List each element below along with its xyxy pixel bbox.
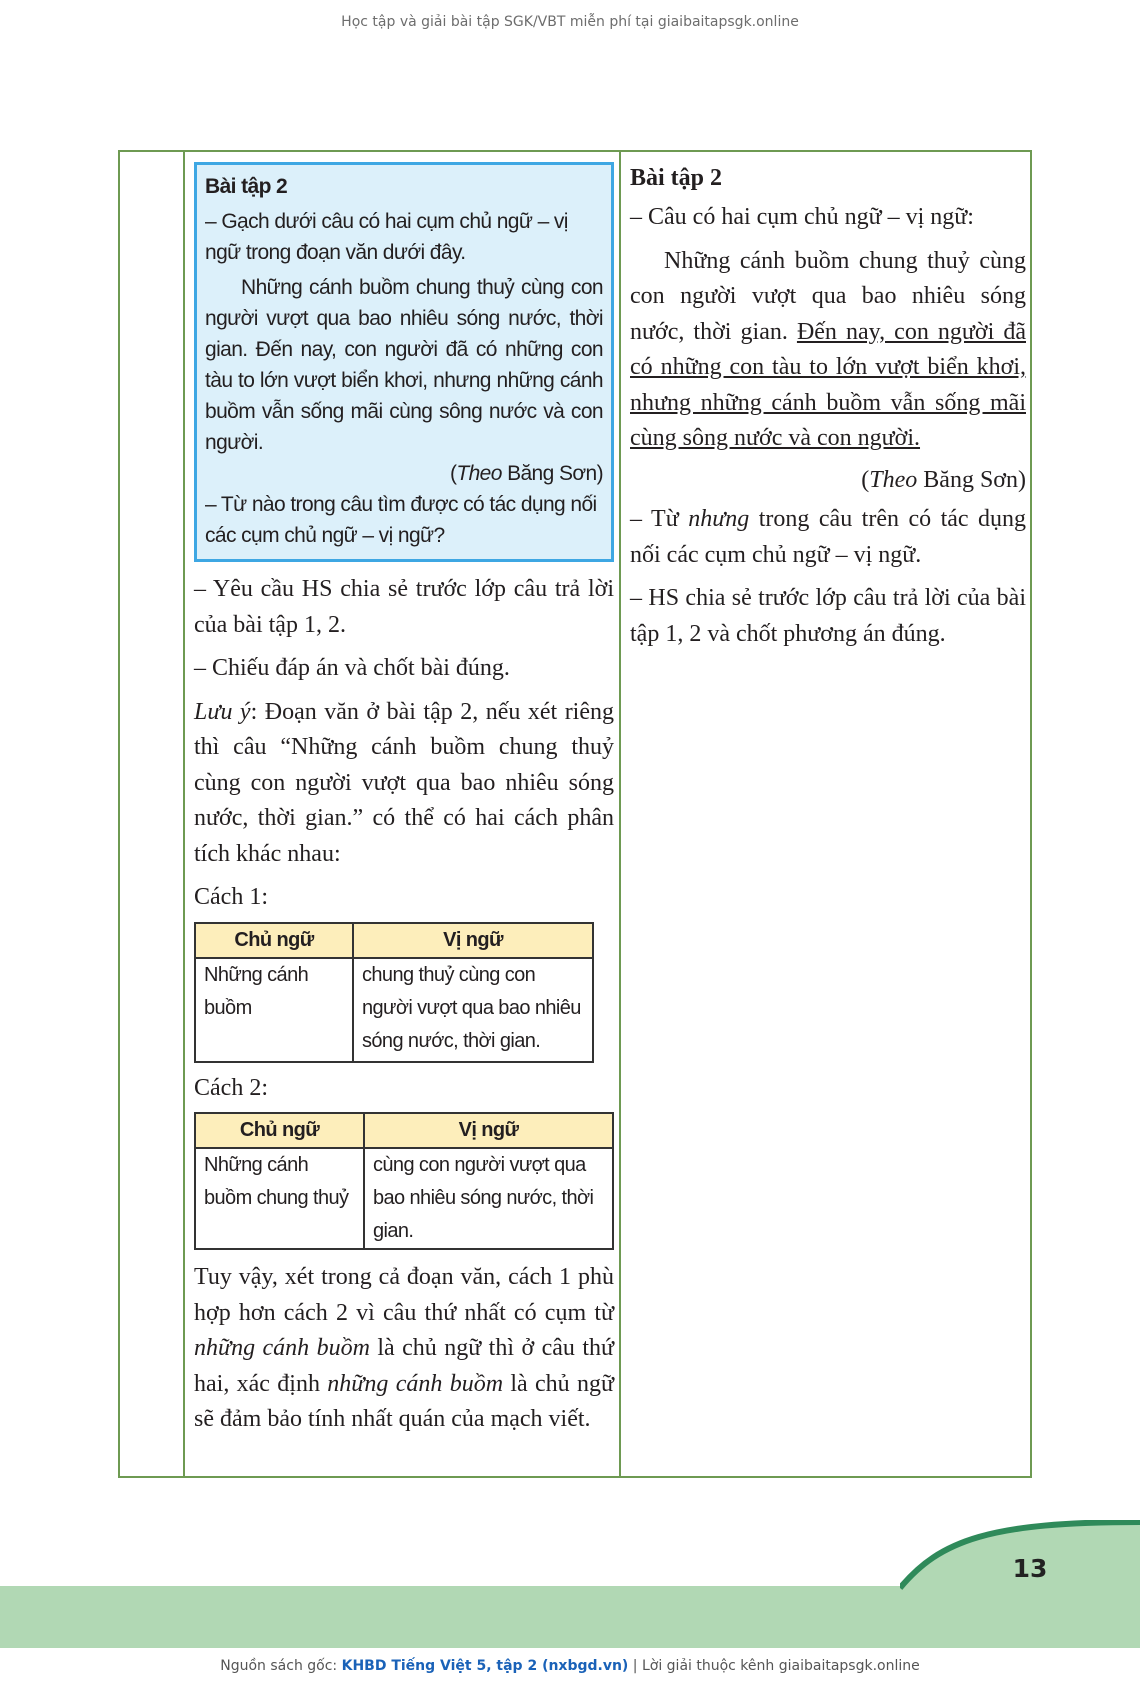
conclusion-phrase: những cánh buồm [194,1335,370,1361]
source-author: Băng Sơn) [917,466,1026,493]
answer-intro: – Câu có hai cụm chủ ngữ – vị ngữ: [630,204,974,230]
analysis-table-2 [194,1112,614,1250]
column-divider [619,152,621,1476]
analysis-table-1-wrap [194,922,614,1063]
source-author: Băng Sơn) [501,462,603,485]
column-divider [183,152,185,1476]
table-cell-subject: Những cánh buồm [195,958,353,1062]
exercise-source [205,458,603,489]
answer-title: Bài tập 2 [630,165,723,191]
answer-connector [630,502,1026,573]
table-header-subject: Chủ ngữ [195,923,353,958]
connector-word: nhưng [688,506,750,532]
conclusion-text: là chủ ngữ sẽ đảm bảo tính nhất quán của mạch viết. [194,1370,615,1432]
table-header-subject: Chủ ngữ [195,1113,364,1148]
answer-text: – Từ [630,506,689,532]
answer-text: trong câu trên có tác dụng nối các cụm chủ ngữ – vị ngữ. [630,506,1027,568]
source-theo: Theo [869,466,918,493]
footer-book-link[interactable]: KHBD Tiếng Việt 5, tập 2 (nxbgd.vn) [341,1658,629,1674]
page-number: 13 [1012,1554,1048,1583]
conclusion-paragraph [194,1260,614,1438]
table-cell-predicate: chung thuỷ cùng con người vượt qua bao nhiêu sóng nước, thời gian. [353,958,593,1062]
answer-share: – HS chia sẻ trước lớp câu trả lời của bài tập 1, 2 và chốt phương án đúng. [630,585,1026,647]
source-paren: ( [861,466,870,493]
way1-label: Cách 1: [194,884,268,910]
instruction-show-answer: – Chiếu đáp án và chốt bài đúng. [194,655,510,681]
site-header: Học tập và giải bài tập SGK/VBT miễn phí tại giaibaitapsgk.online [341,14,799,30]
answer-passage [630,244,1026,457]
note-label: Lưu ý [194,698,251,725]
footer-band [0,1586,1140,1648]
teacher-activity-column [194,162,614,1438]
source-paren: ( [449,462,457,485]
conclusion-text: Tuy vậy, xét trong cả đoạn văn, cách 1 phù hợp hơn cách 2 vì câu thứ nhất có cụm từ [194,1264,614,1326]
table-header-predicate: Vị ngữ [353,923,593,958]
exercise-title: Bài tập 2 [205,175,288,198]
conclusion-text: là chủ ngữ thì ở câu thứ hai, xác định [194,1335,614,1397]
answer-source [630,463,1026,499]
lesson-table [118,150,1032,1478]
exercise-box [194,162,614,562]
passage-underlined-sentence: Đến nay, con người đã có những con tàu to lớn vượt biển khơi, nhưng những cánh buồm vẫn sống mãi cùng sông nước và con người. [630,318,1026,451]
source-theo: Theo [456,462,502,485]
footer-prefix: Nguồn sách gốc: [220,1658,342,1674]
way2-label: Cách 2: [194,1074,268,1101]
note-text: : Đoạn văn ở bài tập 2, nếu xét riêng thì câu “Những cánh buồm chung thuỷ cùng con người vượt qua bao nhiêu sóng nước, thời gian.” có thể có hai cách phân tích khác nhau: [194,698,615,867]
table-header-predicate: Vị ngữ [364,1113,613,1148]
exercise-instruction: – Gạch dưới câu có hai cụm chủ ngữ – vị ngữ trong đoạn văn dưới đây. [205,210,568,264]
analysis-table-2-wrap [194,1112,614,1250]
expected-result-column [630,160,1026,652]
table-cell-predicate: cùng con người vượt qua bao nhiêu sóng nước, thời gian. [364,1148,613,1249]
exercise-question: – Từ nào trong câu tìm được có tác dụng nối các cụm chủ ngữ – vị ngữ? [205,493,597,547]
analysis-table-1 [194,922,594,1063]
footer-suffix: | Lời giải thuộc kênh giaibaitapsgk.online [628,1658,920,1674]
exercise-passage: Những cánh buồm chung thuỷ cùng con người vượt qua bao nhiêu sóng nước, thời gian. Đến nay, con người đã có những con tàu to lớn vượt biển khơi, nhưng những cánh buồm vẫn sống mãi cùng sông nước và con người. [205,276,603,454]
conclusion-phrase: những cánh buồm [327,1370,504,1397]
table-cell-subject: Những cánh buồm chung thuỷ [195,1148,364,1249]
source-footer [0,1658,1140,1674]
instruction-share: – Yêu cầu HS chia sẻ trước lớp câu trả lời của bài tập 1, 2. [194,576,614,638]
passage-first-sentence: Những cánh buồm chung thuỷ cùng con người vượt qua bao nhiêu sóng nước, thời gian. [630,247,1026,345]
note-paragraph [194,695,614,873]
